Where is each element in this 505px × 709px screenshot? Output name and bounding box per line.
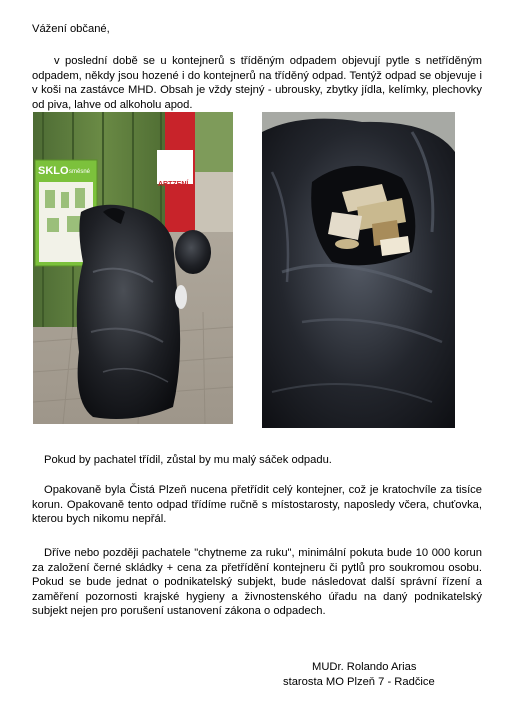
paragraph-intro: v poslední době se u kontejnerů s tříděným odpadem objevují pytle s netříděným odpadem, někdy jsou hozené i do kontejnerů na tříděný odpad. Tentýž odpad se objevuje i v koši na zastávce MHD. Obsah je vždy stejný - ubrousky, zbytky jídla, kelímky, plechovky od piva, lahve od alkoholu apod. bbox=[32, 55, 482, 111]
signature-title: starosta MO Plzeň 7 - Radčice bbox=[283, 676, 435, 688]
photo-container-with-bags bbox=[33, 112, 233, 424]
photo-open-bag-image bbox=[262, 112, 455, 428]
photo-open-bag bbox=[262, 112, 455, 428]
sign-smesne-text: směsné bbox=[69, 169, 91, 175]
signature-name: MUDr. Rolando Arias bbox=[312, 661, 417, 673]
paragraph-penalty: Dříve nebo později pachatele "chytneme za ruku", minimální pokuta bude 10 000 korun za založení černé skládky + cena za přetřídění kontejneru či pytlů pro soukromou osobu. Pokud se bude jednat o podnikatelský subjekt, bude následovat další správní řízení a zaměření pozornosti krajské hygieny a živnostenského úřadu na daný podnikatelský subjekt nejen pro porušení ustanovení zákona o odpadech. bbox=[32, 547, 482, 618]
photo-container-image bbox=[33, 112, 233, 424]
greeting: Vážení občané, bbox=[32, 23, 110, 35]
red-container-label: ARTZENÍ bbox=[158, 181, 189, 188]
paragraph-resorting: Opakovaně byla Čistá Plzeň nucena přetřídit celý kontejner, což je kratochvíle za tisíce korun. Opakovaně tento odpad třídíme ručně s místostarosty, naposledy včera, chuťovka, kterou bych nikomu nepřál. bbox=[32, 484, 482, 526]
sign-sklo-text: SKLO bbox=[38, 165, 69, 177]
paragraph-small-bag: Pokud by pachatel třídil, zůstal by mu malý sáček odpadu. bbox=[44, 454, 332, 466]
